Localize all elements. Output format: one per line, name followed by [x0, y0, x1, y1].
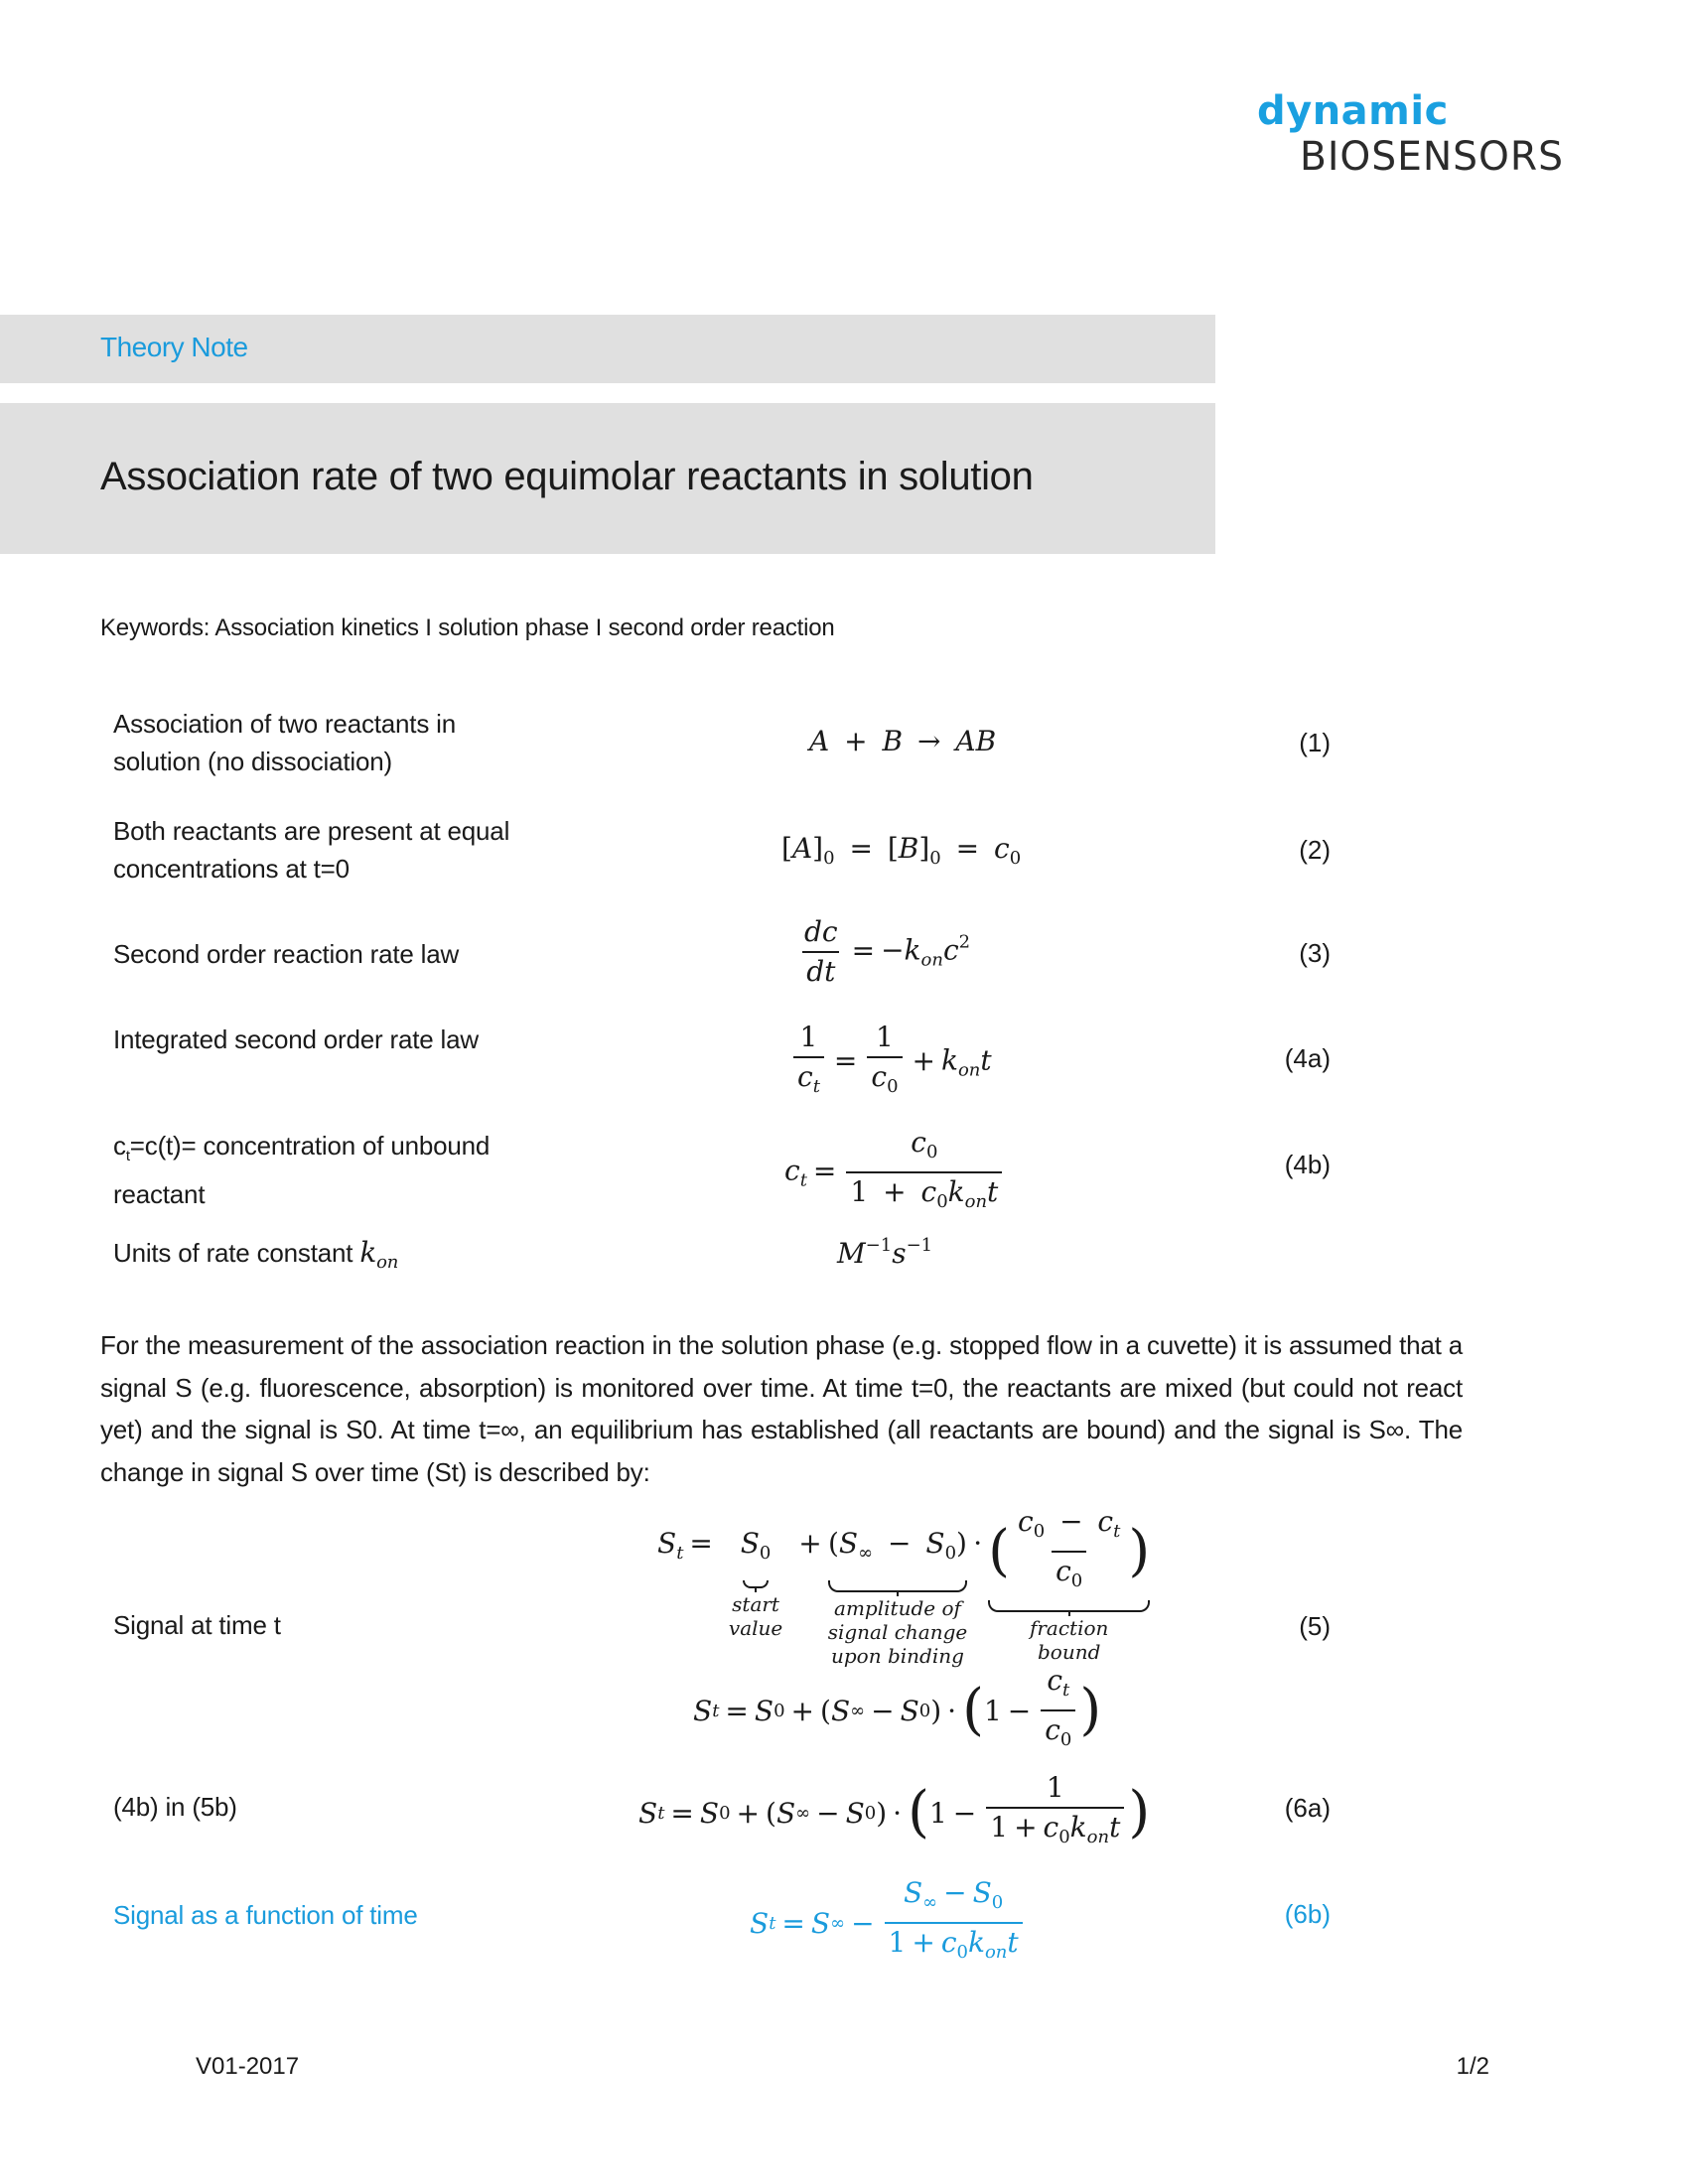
units-label: Units of rate constant $k_{on}$ [113, 1236, 399, 1273]
equation-number-3: (3) [1299, 938, 1331, 968]
equation-number-4b: (4b) [1284, 1150, 1331, 1179]
equation-1: A + B → AB [809, 725, 997, 757]
equation-number-2: (2) [1299, 835, 1331, 865]
page-title: Association rate of two equimolar reactants in solution [100, 455, 1034, 498]
equation-6a: S t = S 0 + ( S ∞ − S 0 ) · ( 1 − $\frac{1}{1 + c_0k_{on}t}$ ) [638, 1771, 1150, 1854]
keywords: Keywords: Association kinetics I solution phase I second order reaction [100, 614, 835, 641]
equation-3: $\frac{dc}{dt}$ = $-k_{on}c^2$ [804, 915, 971, 988]
equation-number-6a: (6a) [1284, 1793, 1331, 1823]
equation-number-4a: (4a) [1284, 1043, 1331, 1073]
equation-5: $S_t$ = $S_0$ start value + $(S_\infty - S_0)$ amplitude of signal change upon binding · ( $\frac{c_0 - c_t}{c_0}$ ) fraction bound [657, 1505, 1151, 1668]
description-paragraph: For the measurement of the association reaction in the solution phase (e.g. stopped flow in a cuvette) it is assumed that a signal S (e.g. fluorescence, absorption) is monitored over time. At time t=0, the reactants are mixed (but could not react yet) and the signal is S0. At time t=∞, an equilibrium has established (all reactants are bound) and the signal is S∞. The change in signal S over time (St) is described by: [100, 1330, 1463, 1487]
category-label: Theory Note [100, 332, 248, 362]
equation-4a: $\frac{1}{c_t}$ = $\frac{1}{c_0}$ + $k_{on}t$ [789, 1021, 992, 1104]
equation-5b: S t = S 0 + ( S ∞ − S 0 ) · ( 1 − $\frac{c_t}{c_0}$ ) [693, 1664, 1101, 1757]
equation-label-6b: Signal as a function of time [113, 1900, 418, 1930]
annotation-start: start value [728, 1592, 783, 1640]
equation-number-1: (1) [1299, 728, 1331, 757]
equation-label-5: Signal at time t [113, 1610, 281, 1640]
units-formula: $M^{-1}s^{-1}$ [837, 1235, 933, 1270]
equation-label-3: Second order reaction rate law [113, 939, 460, 969]
equation-number-5: (5) [1299, 1611, 1331, 1641]
equation-6b: S t = S ∞ − $\frac{S_\infty - S_0}{1 + c_0k_{on}t}$ [750, 1876, 1027, 1970]
equation-number-6b: (6b) [1284, 1899, 1331, 1929]
equation-4b: $c_t$ = $\frac{c_0}{1 + c_0k_{on}t}$ [784, 1126, 1006, 1219]
equation-label-6a: (4b) in (5b) [113, 1792, 237, 1822]
equation-label-4a: Integrated second order rate law [113, 1024, 479, 1054]
equation-label-1: Association of two reactants in solution (no dissociation) [113, 709, 456, 776]
version-label: V01-2017 [196, 2053, 300, 2080]
annotation-amplitude: amplitude of signal change upon binding [827, 1596, 968, 1668]
equation-label-2: Both reactants are present at equal concentrations at t=0 [113, 816, 510, 884]
equation-label-4b: $c_t=c(t)=$ concentration of unbound reactant [113, 1131, 491, 1210]
annotation-fraction: fraction bound [1029, 1616, 1109, 1664]
logo-dynamic: dynamic [1257, 88, 1449, 134]
logo-biosensors: BIOSENSORS [1300, 134, 1564, 180]
equation-2: $[A]_0 = [B]_0 = c_0$ [781, 832, 1022, 869]
page-number: 1/2 [1456, 2053, 1489, 2080]
